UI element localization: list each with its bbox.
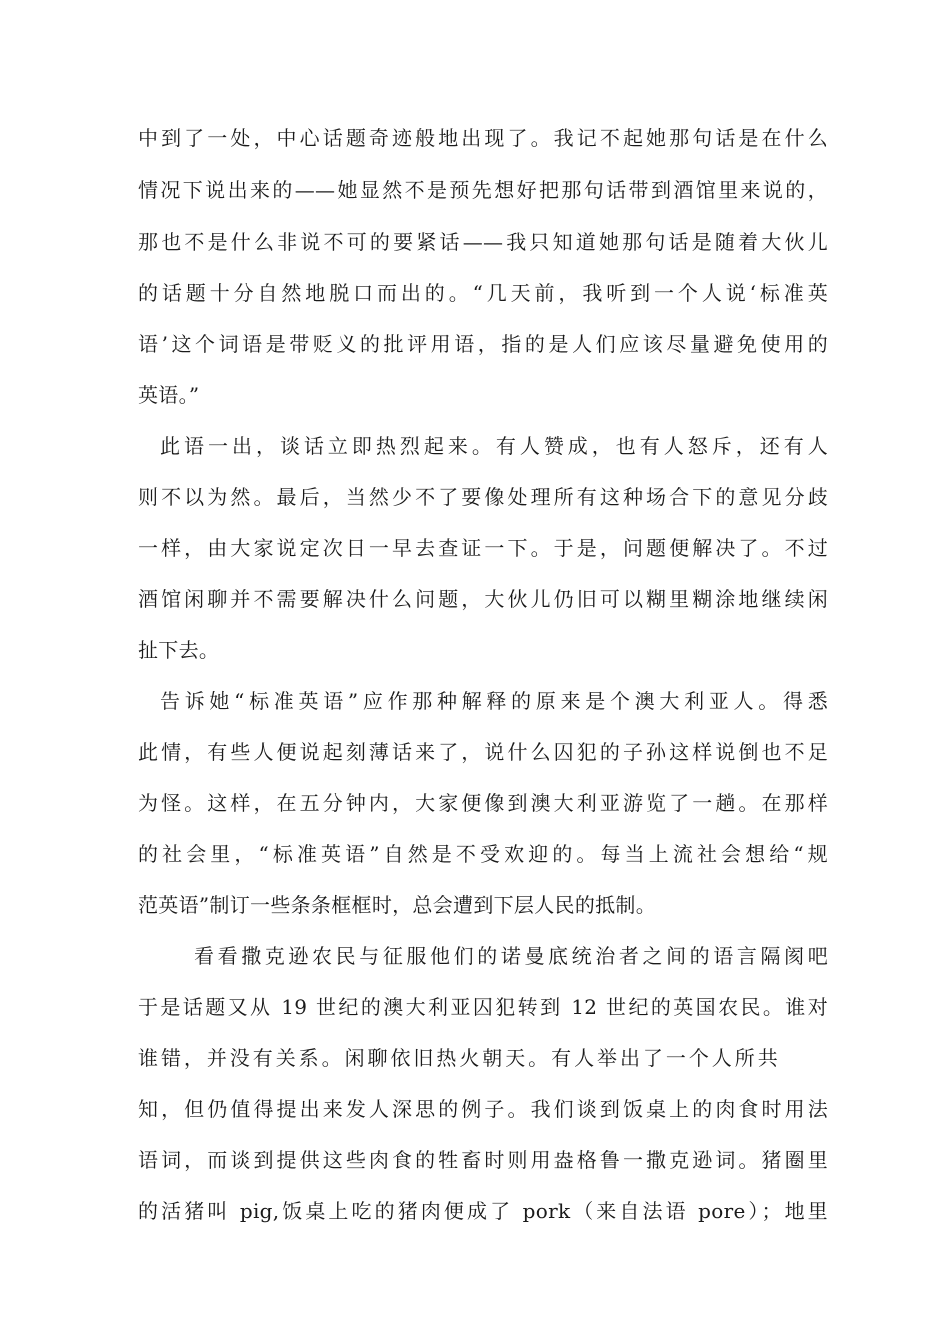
text-line: 于是话题又从 19 世纪的澳大利亚囚犯转到 12 世纪的英国农民。谁对 <box>138 995 828 1019</box>
text-line: 中到了一处，中心话题奇迹般地出现了。我记不起她那句话是在什么 <box>138 126 828 150</box>
text-line: 那也不是什么非说不可的要紧话——我只知道她那句话是随着大伙儿 <box>138 230 828 254</box>
text-line: 谁错，并没有关系。闲聊依旧热火朝天。有人举出了一个人所共 <box>138 1046 778 1070</box>
text-line: 的话题十分自然地脱口而出的。“几天前，我听到一个人说‘标准英 <box>138 281 828 305</box>
text-line: 情况下说出来的——她显然不是预先想好把那句话带到酒馆里来说的， <box>138 178 828 202</box>
text-line: 看看撒克逊农民与征服他们的诺曼底统治者之间的语言隔阂吧 <box>194 944 828 968</box>
text-line: 扯下去。 <box>138 638 220 662</box>
text-line: 的社会里，“标准英语”自然是不受欢迎的。每当上流社会想给“规 <box>138 842 828 866</box>
text-line: 范英语”制订一些条条框框时，总会遭到下层人民的抵制。 <box>138 893 657 917</box>
text-line: 为怪。这样，在五分钟内，大家便像到澳大利亚游览了一趟。在那样 <box>138 791 828 815</box>
text-line: 知，但仍值得提出来发人深思的例子。我们谈到饭桌上的肉食时用法 <box>138 1097 828 1121</box>
text-line: 酒馆闲聊并不需要解决什么问题，大伙儿仍旧可以糊里糊涂地继续闲 <box>138 587 828 611</box>
text-line: 的活猪叫 pig,饭桌上吃的猪肉便成了 pork（来自法语 pore）；地里 <box>138 1199 828 1223</box>
text-line: 则不以为然。最后，当然少不了要像处理所有这种场合下的意见分歧 <box>138 485 828 509</box>
text-line: 语词，而谈到提供这些肉食的牲畜时则用盎格鲁一撒克逊词。猪圈里 <box>138 1148 828 1172</box>
text-line: 此语一出，谈话立即热烈起来。有人赞成，也有人怒斥，还有人 <box>160 434 828 458</box>
text-line: 一样，由大家说定次日一早去查证一下。于是，问题便解决了。不过 <box>138 536 828 560</box>
text-line: 此情，有些人便说起刻薄话来了，说什么囚犯的子孙这样说倒也不足 <box>138 740 828 764</box>
text-line: 告诉她“标准英语”应作那种解释的原来是个澳大利亚人。得悉 <box>160 689 828 713</box>
text-line: 英语。” <box>138 383 200 407</box>
text-line: 语’这个词语是带贬义的批评用语，指的是人们应该尽量避免使用的 <box>138 332 828 356</box>
